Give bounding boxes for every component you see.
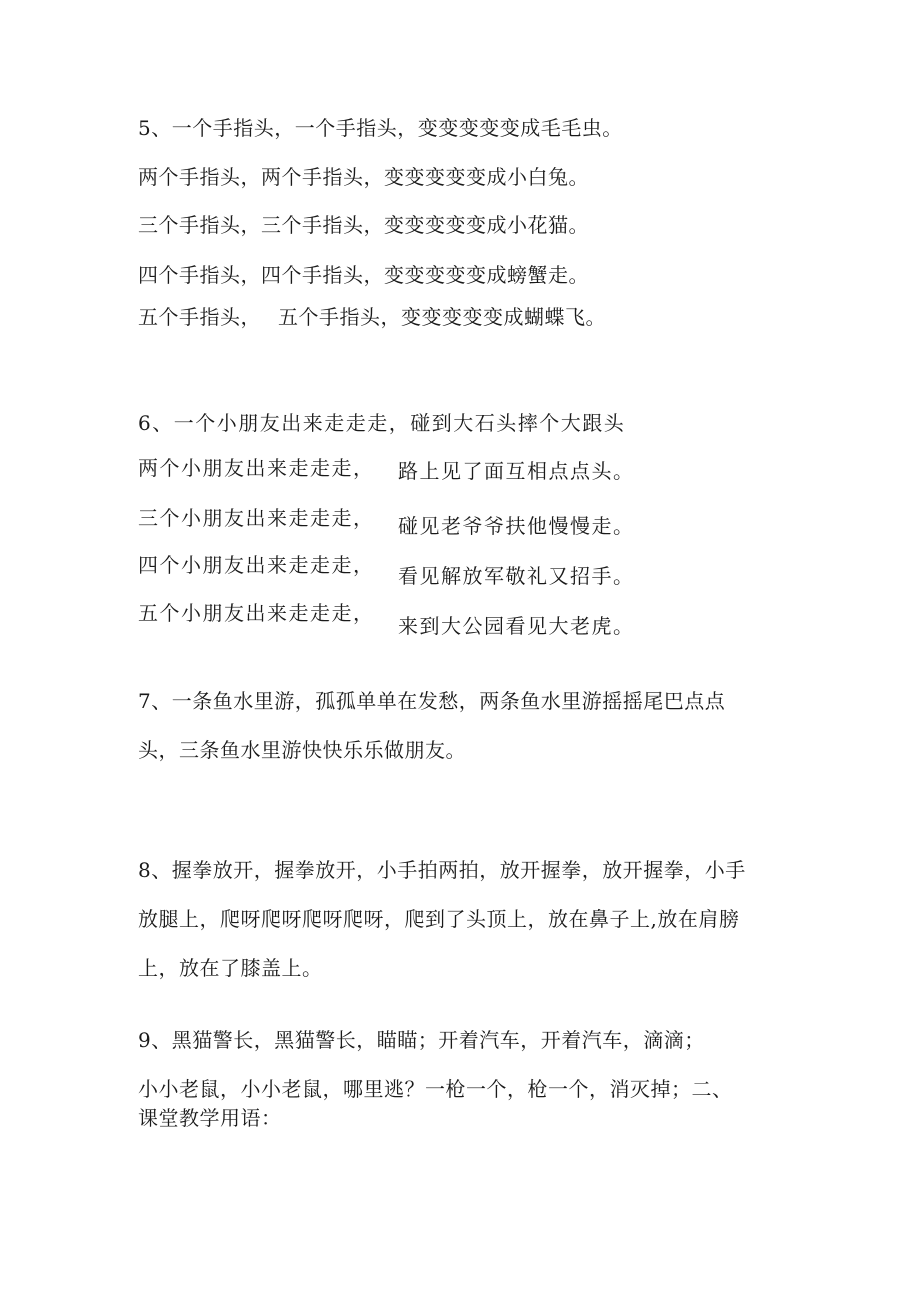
- poem5-line1: 5、一个手指头，一个手指头，变变变变变成毛毛虫。: [138, 116, 623, 140]
- poem8-line3: 上，放在了膝盖上。: [138, 956, 323, 980]
- poem5-line3: 三个手指头，三个手指头，变变变变变成小花猫。: [138, 213, 589, 237]
- poem5-line5-left: 五个手指头，: [138, 305, 261, 329]
- poem6-line4-right: 看见解放军敬礼又招手。: [398, 564, 635, 588]
- poem8-line2: 放腿上，爬呀爬呀爬呀爬呀，爬到了头顶上，放在鼻子上,放在肩膀: [138, 907, 740, 931]
- poem6-line3-left: 三个小朋友出来走走走，: [138, 506, 375, 530]
- poem8-line1: 8、握拳放开，握拳放开，小手拍两拍，放开握拳，放开握拳，小手: [138, 858, 746, 882]
- poem9-line2: 小小老鼠，小小老鼠，哪里逃？一枪一个，枪一个，消灭掉；二、: [138, 1077, 733, 1101]
- poem6-line5-left: 五个小朋友出来走走走，: [138, 601, 375, 625]
- poem7-line2: 头，三条鱼水里游快快乐乐做朋友。: [138, 738, 466, 762]
- poem5-line5-right: 五个手指头，变变变变变成蝴蝶飞。: [278, 305, 606, 329]
- poem5-line2: 两个手指头，两个手指头，变变变变变成小白兔。: [138, 165, 589, 189]
- poem5-line4: 四个手指头，四个手指头，变变变变变成螃蟹走。: [138, 263, 589, 287]
- poem6-line4-left: 四个小朋友出来走走走，: [138, 553, 375, 577]
- poem6-line2-left: 两个小朋友出来走走走，: [138, 456, 375, 480]
- poem6-line5-right: 来到大公园看见大老虎。: [398, 614, 635, 638]
- poem7-line1: 7、一条鱼水里游，孤孤单单在发愁，两条鱼水里游摇摇尾巴点点: [138, 689, 726, 713]
- poem9-line3: 课堂教学用语：: [138, 1106, 282, 1130]
- poem6-line1: 6、一个小朋友出来走走走，碰到大石头摔个大跟头: [138, 411, 626, 435]
- poem9-line1: 9、黑猫警长，黑猫警长，瞄瞄；开着汽车，开着汽车，滴滴；: [138, 1028, 705, 1052]
- poem6-line3-right: 碰见老爷爷扶他慢慢走。: [398, 514, 635, 538]
- poem6-line2-right: 路上见了面互相点点头。: [398, 459, 635, 483]
